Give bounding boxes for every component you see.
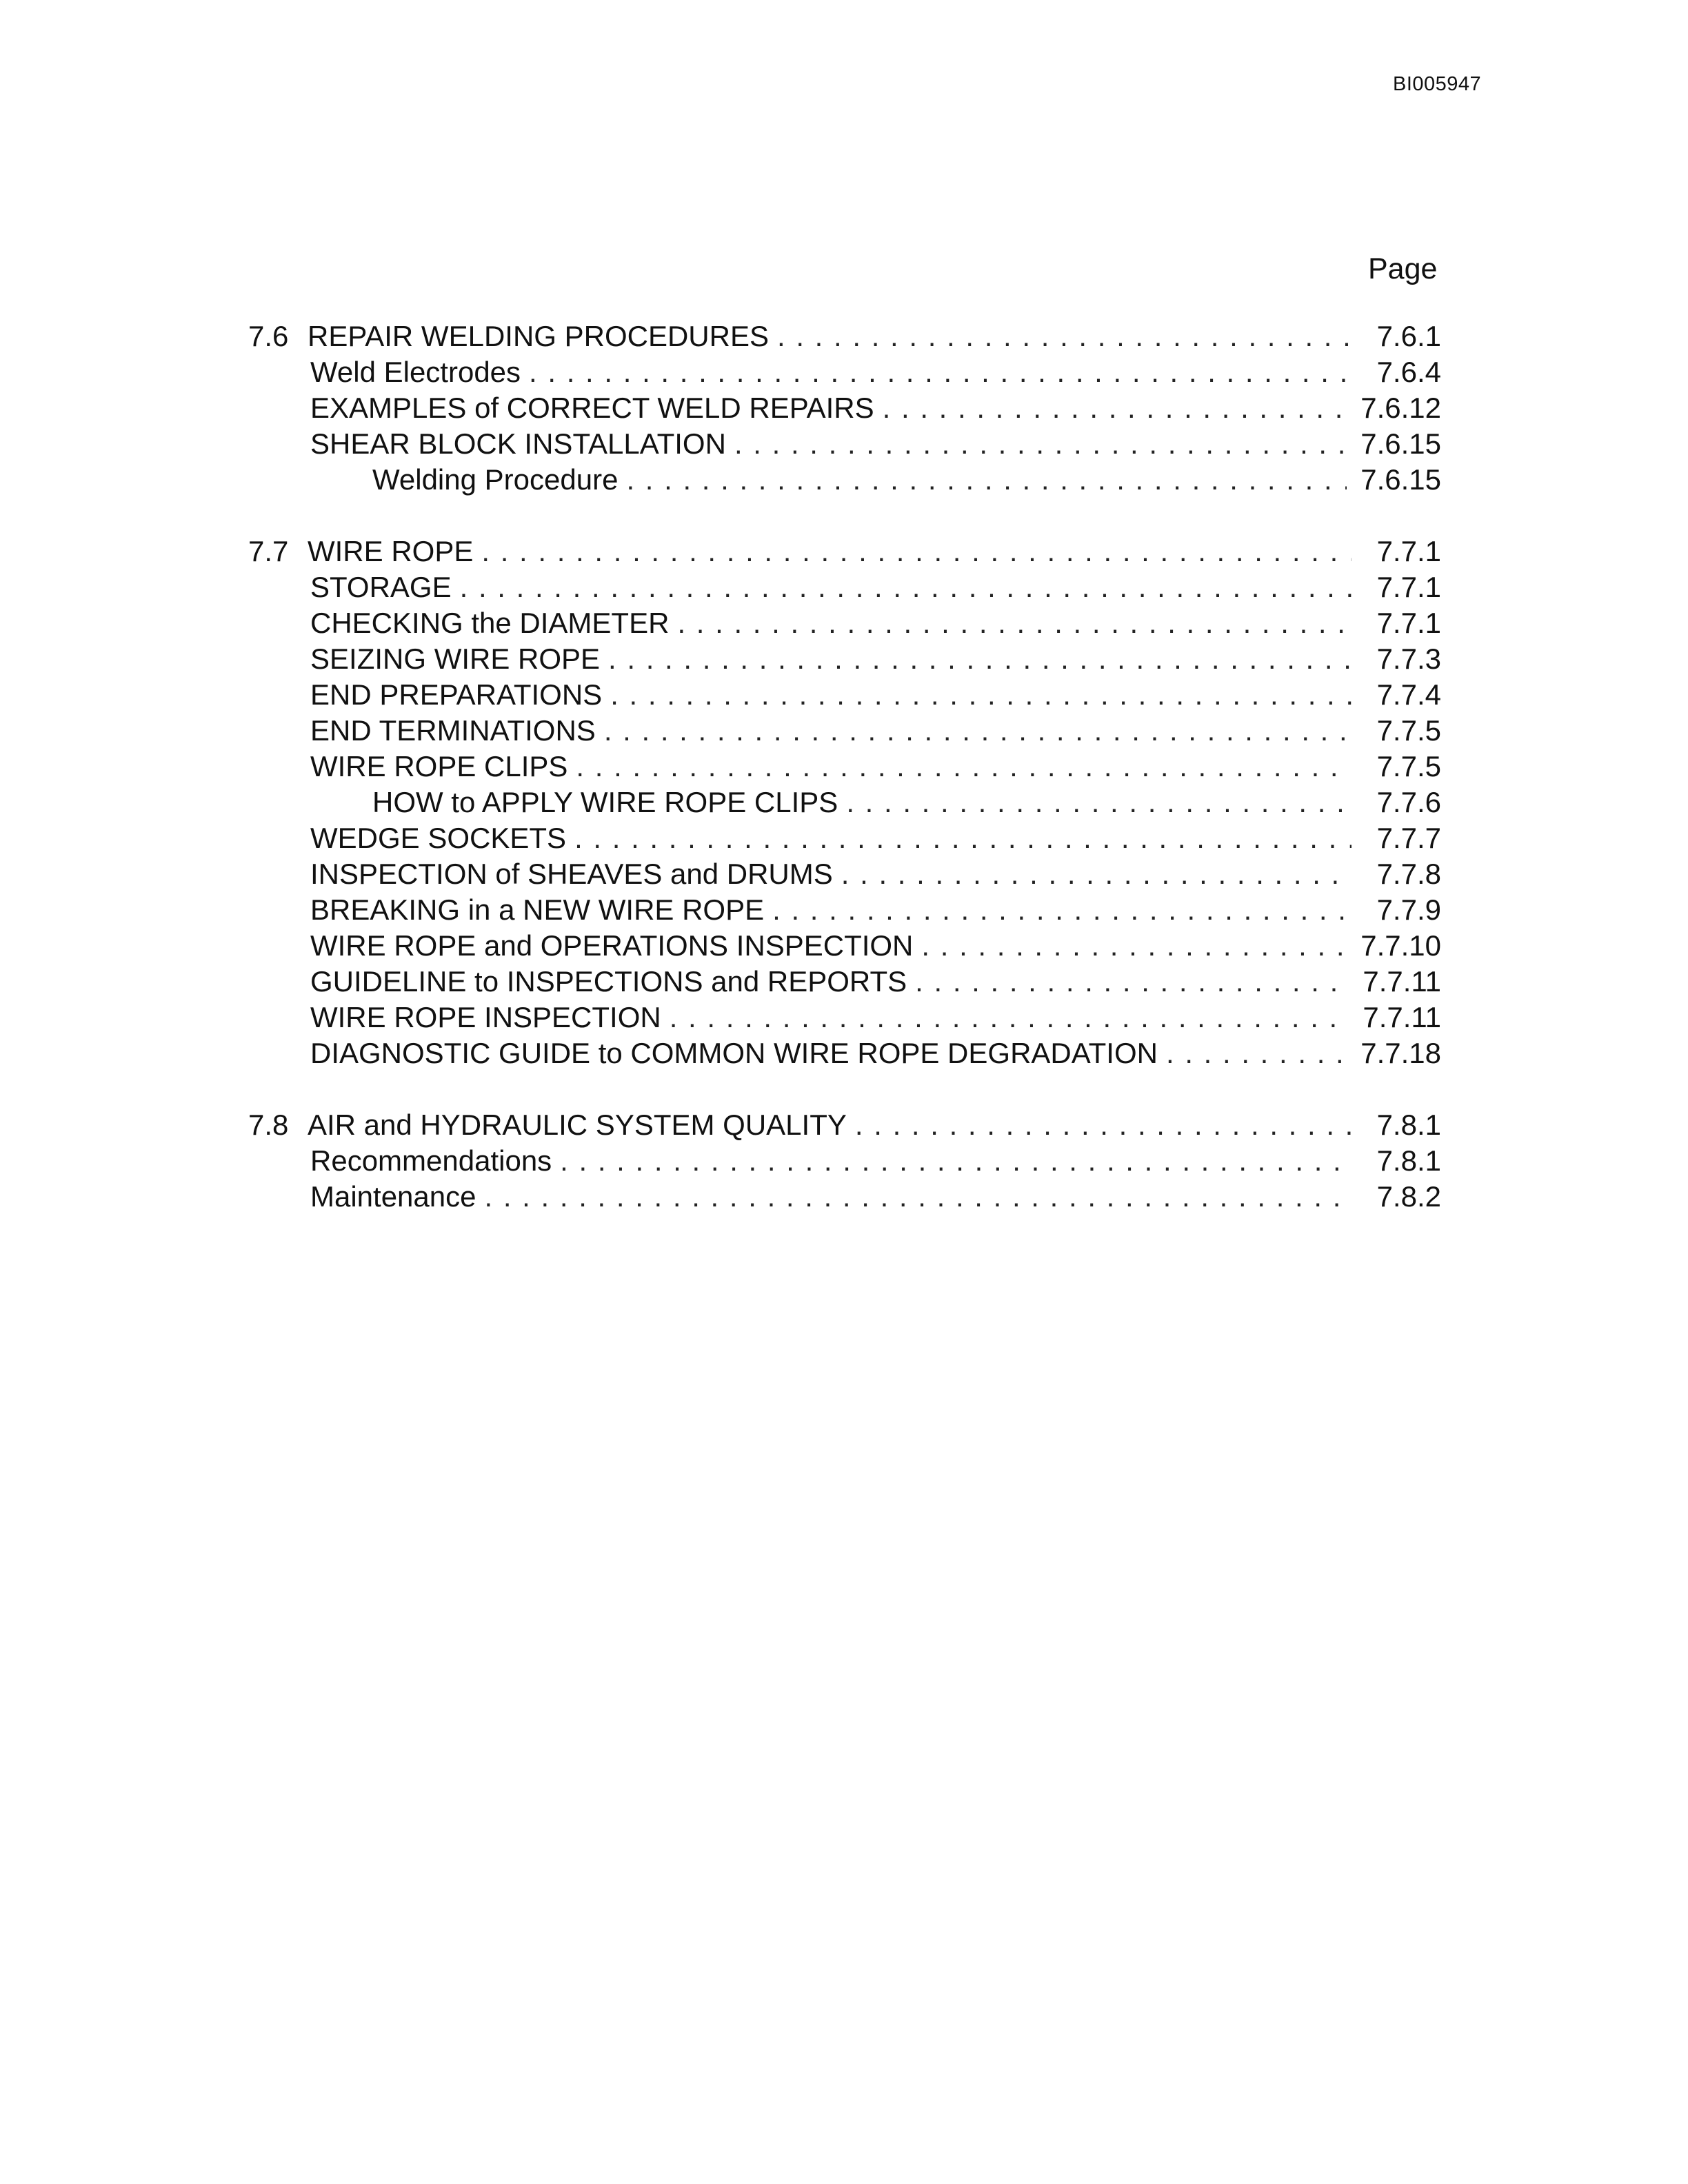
toc-section-7-6 — [248, 318, 1441, 498]
dot-leader — [1166, 1035, 1347, 1071]
dot-leader — [734, 426, 1347, 462]
toc-entry[interactable] — [248, 354, 1441, 390]
page-number: 7.7.1 — [1376, 571, 1441, 603]
page-number: 7.7.11 — [1363, 1001, 1441, 1033]
page-number: 7.6.15 — [1360, 463, 1441, 496]
entry-title: SEIZING WIRE ROPE — [310, 643, 601, 675]
page-number: 7.6.4 — [1376, 356, 1441, 388]
page-number: 7.7.6 — [1376, 786, 1441, 818]
page-number: 7.8.1 — [1376, 1109, 1441, 1141]
dot-leader — [576, 749, 1352, 785]
dot-leader — [677, 605, 1352, 641]
toc-entry[interactable] — [248, 713, 1441, 749]
dot-leader — [604, 713, 1352, 749]
entry-title: STORAGE — [310, 571, 452, 603]
dot-leader — [777, 318, 1352, 354]
page-number: 7.7.7 — [1376, 822, 1441, 854]
toc-entry[interactable] — [248, 462, 1441, 498]
toc-entry[interactable] — [248, 964, 1441, 1000]
page-number: 7.7.1 — [1376, 607, 1441, 639]
toc-entry[interactable] — [248, 641, 1441, 677]
page-number: 7.7.1 — [1376, 535, 1441, 567]
toc-entry[interactable] — [248, 1035, 1441, 1071]
page-number: 7.7.8 — [1376, 858, 1441, 890]
page-number: 7.7.5 — [1376, 714, 1441, 747]
page-number: 7.8.1 — [1376, 1144, 1441, 1177]
entry-title: WEDGE SOCKETS — [310, 822, 567, 854]
toc-entry[interactable] — [248, 318, 1441, 354]
toc-entry[interactable] — [248, 605, 1441, 641]
toc-entry[interactable] — [248, 749, 1441, 785]
page-number: 7.7.5 — [1376, 750, 1441, 782]
dot-leader — [574, 820, 1352, 856]
page-number: 7.6.15 — [1360, 427, 1441, 460]
dot-leader — [626, 462, 1347, 498]
page-number: 7.7.3 — [1376, 643, 1441, 675]
page-column-heading: Page — [1368, 252, 1438, 285]
page-number: 7.8.2 — [1376, 1180, 1441, 1213]
toc-section-7-7 — [248, 534, 1441, 1071]
entry-title: Weld Electrodes — [310, 356, 521, 388]
dot-leader — [772, 892, 1352, 928]
entry-title: END TERMINATIONS — [310, 714, 596, 747]
section-title: WIRE ROPE — [308, 535, 474, 567]
page-number: 7.7.11 — [1363, 965, 1441, 998]
table-of-contents — [248, 318, 1441, 1251]
entry-title: GUIDELINE to INSPECTIONS and REPORTS — [310, 965, 907, 998]
toc-entry[interactable] — [248, 820, 1441, 856]
page-number: 7.7.10 — [1360, 929, 1441, 962]
dot-leader — [883, 390, 1347, 426]
entry-title: WIRE ROPE and OPERATIONS INSPECTION — [310, 929, 914, 962]
toc-entry[interactable] — [248, 390, 1441, 426]
page-number: 7.7.9 — [1376, 893, 1441, 926]
entry-title: EXAMPLES of CORRECT WELD REPAIRS — [310, 392, 874, 424]
entry-title: INSPECTION of SHEAVES and DRUMS — [310, 858, 833, 890]
dot-leader — [560, 1143, 1352, 1179]
toc-section-7-8 — [248, 1107, 1441, 1215]
toc-entry[interactable] — [248, 1179, 1441, 1215]
entry-title: Recommendations — [310, 1144, 552, 1177]
dot-leader — [481, 534, 1352, 569]
entry-title: CHECKING the DIAMETER — [310, 607, 670, 639]
toc-entry[interactable] — [248, 1000, 1441, 1035]
toc-entry[interactable] — [248, 1143, 1441, 1179]
page-number: 7.7.18 — [1360, 1037, 1441, 1069]
section-number: 7.8 — [248, 1109, 289, 1141]
section-number: 7.6 — [248, 320, 289, 352]
entry-title: WIRE ROPE INSPECTION — [310, 1001, 661, 1033]
dot-leader — [846, 785, 1352, 820]
toc-entry[interactable] — [248, 1107, 1441, 1143]
toc-entry[interactable] — [248, 677, 1441, 713]
page-number: 7.6.1 — [1376, 320, 1441, 352]
entry-title: BREAKING in a NEW WIRE ROPE — [310, 893, 765, 926]
toc-entry[interactable] — [248, 856, 1441, 892]
toc-entry[interactable] — [248, 785, 1441, 820]
toc-entry[interactable] — [248, 426, 1441, 462]
dot-leader — [855, 1107, 1352, 1143]
dot-leader — [915, 964, 1349, 1000]
page-number: 7.7.4 — [1376, 678, 1441, 711]
page-number: 7.6.12 — [1360, 392, 1441, 424]
entry-title: DIAGNOSTIC GUIDE to COMMON WIRE ROPE DEGRADATION — [310, 1037, 1158, 1069]
dot-leader — [529, 354, 1352, 390]
dot-leader — [670, 1000, 1349, 1035]
section-number: 7.7 — [248, 535, 289, 567]
toc-entry[interactable] — [248, 928, 1441, 964]
dot-leader — [460, 569, 1352, 605]
toc-entry[interactable] — [248, 892, 1441, 928]
dot-leader — [485, 1179, 1352, 1215]
entry-title: WIRE ROPE CLIPS — [310, 750, 568, 782]
dot-leader — [608, 641, 1352, 677]
dot-leader — [610, 677, 1352, 713]
section-title: AIR and HYDRAULIC SYSTEM QUALITY — [308, 1109, 847, 1141]
dot-leader — [841, 856, 1352, 892]
toc-entry[interactable] — [248, 534, 1441, 569]
entry-title: SHEAR BLOCK INSTALLATION — [310, 427, 726, 460]
dot-leader — [921, 928, 1347, 964]
entry-title: Maintenance — [310, 1180, 476, 1213]
document-id: BI005947 — [1393, 73, 1482, 95]
entry-title: HOW to APPLY WIRE ROPE CLIPS — [372, 786, 838, 818]
section-title: REPAIR WELDING PROCEDURES — [308, 320, 769, 352]
entry-title: Welding Procedure — [372, 463, 619, 496]
entry-title: END PREPARATIONS — [310, 678, 603, 711]
toc-entry[interactable] — [248, 569, 1441, 605]
